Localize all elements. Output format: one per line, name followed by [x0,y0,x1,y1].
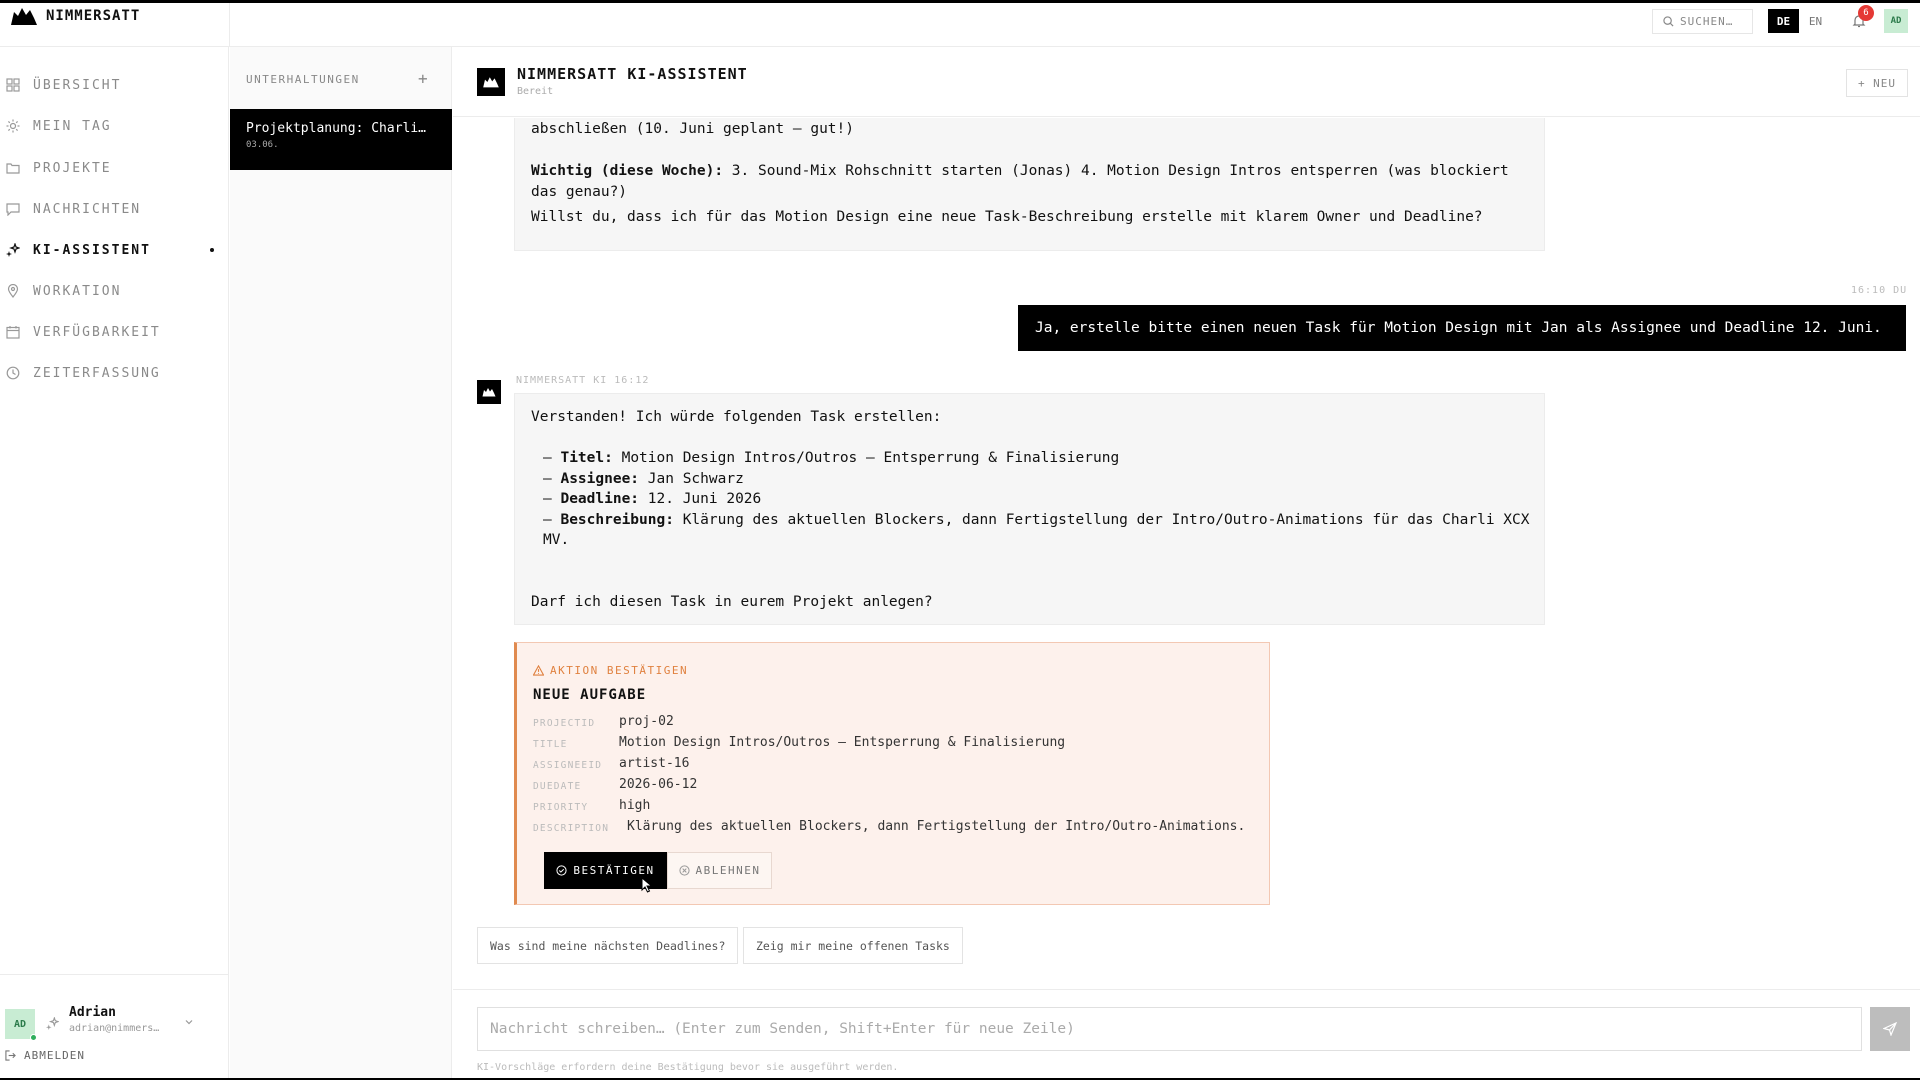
list-item: – Beschreibung: Klärung des aktuellen Blockers, dann Fertigstellung der Intro/Outro-Animations für das Charli XCX MV. [543,511,1539,548]
assistant-logo-icon [477,68,505,96]
sidebar-item-nachrichten[interactable] [0,191,229,227]
x-circle-icon [679,865,690,876]
message-text [531,161,1531,202]
page-title: NIMMERSATT KI-ASSISTENT [517,65,748,83]
suggestion-chip[interactable]: Was sind meine nächsten Deadlines? [477,927,738,964]
message-meta: 16:10 DU [1851,285,1908,296]
conversations-heading: UNTERHALTUNGEN [246,73,360,86]
lang-en-button[interactable]: EN [1808,14,1823,28]
message-list [453,118,1920,988]
list-item: – Assignee: Jan Schwarz [543,470,744,487]
avatar[interactable]: AD [1884,9,1908,33]
bold-label: Wichtig (diese Woche): [531,163,724,179]
field-key: TITLE [533,739,568,750]
message-text: 3. Sound-Mix Rohschnitt starten (Jonas) 4. Motion Design Intros entsperren (was blockiert das genau?) [531,163,1518,200]
send-icon [1883,1022,1897,1036]
composer [453,989,1920,1078]
user-panel [0,974,229,1078]
grid-icon [5,77,21,93]
brand-name: NIMMERSATT [46,8,141,24]
list-item-text: 12. Juni 2026 [639,491,762,507]
sidebar-item-label: ZEITERFASSUNG [33,365,161,381]
user-message [1018,305,1906,351]
new-chat-button[interactable]: + NEU [1846,69,1908,97]
sidebar-item-label: KI-ASSISTENT [33,242,151,258]
confirmation-label [533,664,688,677]
list-item: – Titel: Motion Design Intros/Outros – Entsperrung & Finalisierung [543,450,1120,466]
field-value: Motion Design Intros/Outros – Entsperrung & Finalisierung [619,735,1066,750]
search-placeholder: SUCHEN… [1680,15,1734,28]
field-value: Klärung des aktuellen Blockers, dann Fertigstellung der Intro/Outro-Animations. [627,819,1246,834]
check-circle-icon [556,865,567,876]
sidebar-item-workation[interactable] [0,273,229,309]
field-key: DESCRIPTION [533,823,610,834]
sun-icon [5,118,21,134]
message-text: Verstanden! Ich würde folgenden Task erstellen: [531,409,942,425]
field-value: artist-16 [619,756,690,771]
reject-button-label: ABLEHNEN [695,864,761,877]
sidebar-item-mein-tag[interactable] [0,108,229,144]
bold-label: Titel: [560,450,613,466]
status-text: Bereit [517,86,554,97]
logout-icon [5,1050,16,1061]
field-value: 2026-06-12 [619,777,698,792]
brand-logo-icon [10,6,38,26]
clock-icon [5,365,21,381]
user-name: Adrian [69,1005,116,1020]
search-input[interactable] [1652,9,1753,34]
field-key: DUEDATE [533,781,582,792]
sidebar-item-projekte[interactable] [0,150,229,186]
assistant-message [514,393,1545,625]
online-status-dot [30,1034,37,1041]
message-meta: NIMMERSATT KI 16:12 [516,375,650,386]
chat-header [453,47,1920,117]
calendar-icon [5,324,21,340]
app-window [0,3,1920,1078]
bold-label: Deadline: [560,491,640,507]
add-conversation-button[interactable]: + [418,69,428,88]
list-item-text: Jan Schwarz [639,470,744,487]
sidebar-item-label: PROJEKTE [33,160,112,176]
search-icon [1663,16,1674,27]
send-button[interactable] [1870,1007,1910,1051]
conversation-list [230,47,452,1078]
bold-label: Beschreibung: [560,511,674,528]
sidebar-item-uebersicht[interactable] [0,67,229,103]
sidebar-item-verfuegbarkeit[interactable] [0,314,229,350]
brand[interactable] [10,6,140,26]
user-email: adrian@nimmers… [69,1023,160,1034]
input-hint: KI-Vorschläge erfordern deine Bestätigung bevor sie ausgeführt werden. [477,1062,899,1073]
list-item: – Deadline: 12. Juni 2026 [543,491,762,507]
warning-icon [533,665,544,676]
list-item-text: Klärung des aktuellen Blockers, dann Fertigstellung der Intro/Outro-Animations für das Charli XCX MV. [543,511,1539,548]
conversation-title: Projektplanung: Charli… [246,121,427,136]
field-value: high [619,798,651,813]
field-key: PROJECTID [533,718,596,729]
field-key: ASSIGNEEID [533,760,603,771]
field-value: proj-02 [619,714,674,729]
message-input[interactable] [477,1007,1862,1051]
list-item-text: Motion Design Intros/Outros – Entsperrung & Finalisierung [612,450,1120,466]
lang-de-button[interactable]: DE [1768,9,1799,33]
pin-icon [5,283,21,299]
conversation-date: 03.06. [246,140,279,150]
bold-label: Assignee: [560,470,640,487]
suggestion-chip[interactable]: Zeig mir meine offenen Tasks [743,927,963,964]
sparkle-icon [46,1017,59,1030]
avatar[interactable]: AD [5,1009,35,1039]
confirm-button-label: BESTÄTIGEN [573,864,655,877]
confirmation-title: NEUE AUFGABE [533,687,647,703]
conversation-item[interactable] [230,109,452,170]
divider [229,3,230,47]
notification-badge: 6 [1858,5,1874,21]
mouse-cursor-icon [641,877,653,893]
message-text: abschließen (10. Juni geplant – gut!) [531,121,855,137]
logout-button[interactable] [5,1049,85,1062]
sidebar [0,47,229,1078]
sidebar-item-zeiterfassung[interactable] [0,355,229,391]
sidebar-item-ki-assistent[interactable] [0,232,229,268]
sidebar-item-label: MEIN TAG [33,118,112,134]
sidebar-item-label: VERFÜGBARKEIT [33,324,161,340]
reject-button[interactable] [667,852,772,889]
confirmation-label-text: AKTION BESTÄTIGEN [550,664,689,677]
message-text: Willst du, dass ich für das Motion Design eine neue Task-Beschreibung erstelle mit klarem Owner und Deadline? [531,209,1483,225]
sidebar-item-label: ÜBERSICHT [33,77,122,93]
chat-icon [5,201,21,217]
sidebar-item-label: NACHRICHTEN [33,201,142,217]
sparkle-icon [5,242,21,258]
action-confirmation-card [514,642,1270,905]
assistant-message [514,118,1545,251]
message-text: Darf ich diesen Task in eurem Projekt anlegen? [531,594,933,610]
top-bar [0,3,1920,47]
message-text: Ja, erstelle bitte einen neuen Task für Motion Design mit Jan als Assignee und Deadline 12. Juni. [1035,320,1882,336]
sidebar-item-label: WORKATION [33,283,122,299]
assistant-avatar-icon [477,380,501,404]
folder-icon [5,160,21,176]
active-indicator-dot [210,248,214,252]
logout-label: ABMELDEN [24,1049,85,1062]
chevron-down-icon[interactable] [184,1017,194,1027]
field-key: PRIORITY [533,802,589,813]
